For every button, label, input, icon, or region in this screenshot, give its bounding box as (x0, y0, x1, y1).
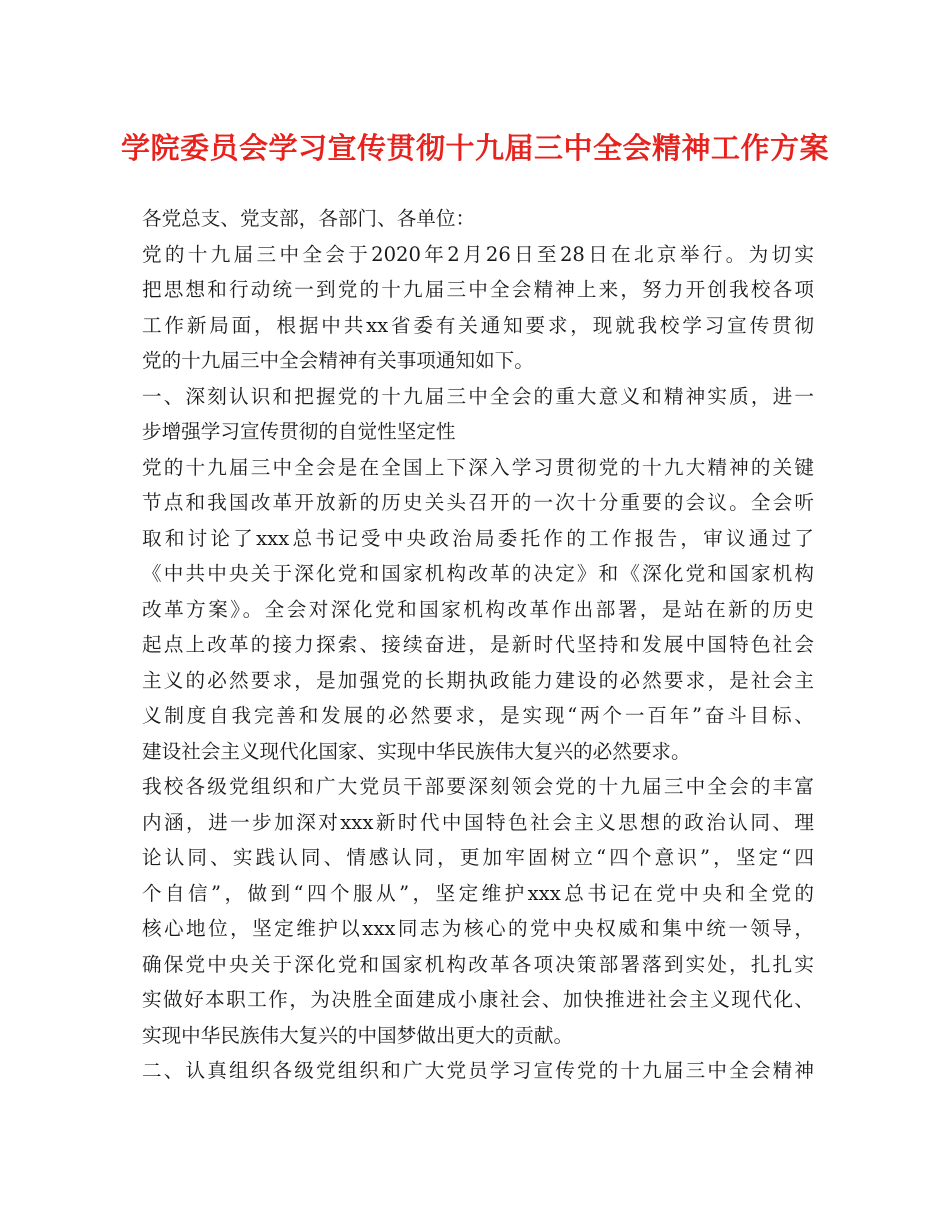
paragraph-line: 内涵，进一步加深对xxx新时代中国特色社会主义思想的政治认同、理 (142, 810, 814, 834)
paragraph-line: 论认同、实践认同、情感认同，更加牢固树立“四个意识”，坚定“四 (142, 846, 814, 869)
paragraph-line: 工作新局面，根据中共xx省委有关通知要求，现就我校学习宣传贯彻 (142, 313, 814, 337)
paragraph-line: 党的十九届三中全会精神有关事项通知如下。 (142, 349, 534, 372)
paragraph-line: 党的十九届三中全会是在全国上下深入学习贯彻党的十九大精神的关键 (142, 455, 814, 479)
paragraph-line: 实现中华民族伟大复兴的中国梦做出更大的贡献。 (142, 1023, 574, 1047)
paragraph-line: 《中共中央关于深化党和国家机构改革的决定》和《深化党和国家机构 (142, 562, 814, 585)
paragraph-line: 节点和我国改革开放新的历史关头召开的一次十分重要的会议。全会听 (142, 491, 814, 514)
section-heading-line: 一、深刻认识和把握党的十九届三中全会的重大意义和精神实质，进一 (142, 384, 814, 408)
paragraph-line: 主义的必然要求，是加强党的长期执政能力建设的必然要求，是社会主 (142, 668, 814, 692)
paragraph-line: 核心地位，坚定维护以xxx同志为核心的党中央权威和集中统一领导， (142, 917, 814, 940)
section-heading-line: 步增强学习宣传贯彻的自觉性坚定性 (142, 420, 456, 443)
document-body (142, 201, 814, 1089)
paragraph-line: 把思想和行动统一到党的十九届三中全会精神上来，努力开创我校各项 (142, 278, 814, 301)
paragraph-line: 确保党中央关于深化党和国家机构改革各项决策部署落到实处，扎扎实 (142, 952, 814, 976)
paragraph-line: 取和讨论了xxx总书记受中央政治局委托作的工作报告，审议通过了 (142, 526, 814, 550)
paragraph-line: 改革方案》。全会对深化党和国家机构改革作出部署，是站在新的历史 (142, 597, 814, 621)
paragraph-line: 我校各级党组织和广大党员干部要深刻领会党的十九届三中全会的丰富 (142, 775, 814, 798)
paragraph-line: 党的十九届三中全会于2020年2月26日至28日在北京举行。为切实 (142, 242, 814, 266)
section-heading-line: 二、认真组织各级党组织和广大党员学习宣传党的十九届三中全会精神 (142, 1059, 814, 1082)
paragraph-line: 起点上改革的接力探索、接续奋进，是新时代坚持和发展中国特色社会 (142, 633, 814, 656)
document-title: 学院委员会学习宣传贯彻十九届三中全会精神工作方案 (120, 131, 829, 165)
paragraph-line: 实做好本职工作，为决胜全面建成小康社会、加快推进社会主义现代化、 (142, 988, 814, 1011)
paragraph-line: 个自信”，做到“四个服从”，坚定维护xxx总书记在党中央和全党的 (142, 881, 814, 905)
paragraph-line: 建设社会主义现代化国家、实现中华民族伟大复兴的必然要求。 (142, 739, 691, 763)
salutation-line: 各党总支、党支部，各部门、各单位： (142, 207, 476, 230)
paragraph-line: 义制度自我完善和发展的必然要求，是实现“两个一百年”奋斗目标、 (142, 704, 814, 727)
